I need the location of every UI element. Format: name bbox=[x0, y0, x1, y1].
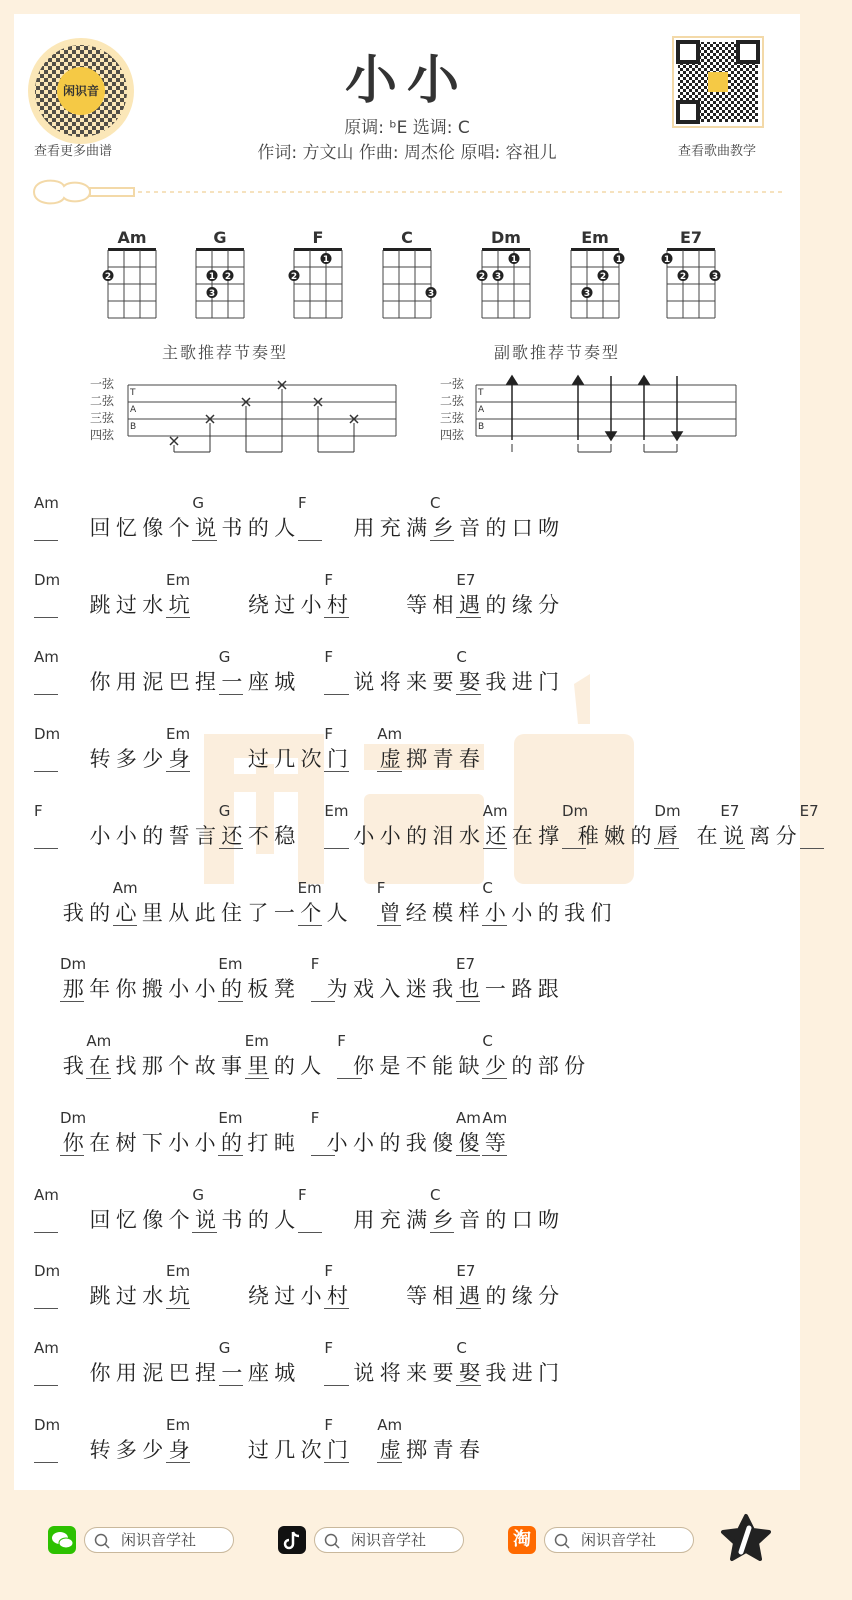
chord-label: Am bbox=[112, 879, 138, 897]
left-logo-text: 闲识音 bbox=[62, 84, 99, 98]
chord-label: Am bbox=[34, 1186, 59, 1204]
lyric-line bbox=[34, 1186, 800, 1232]
chord-label: E7 bbox=[456, 571, 476, 589]
chord-underline bbox=[324, 1462, 348, 1463]
chord-underline bbox=[219, 848, 243, 849]
chord-label: Em bbox=[166, 1416, 191, 1434]
chord-name: G bbox=[213, 228, 227, 247]
chord-label: Em bbox=[218, 1109, 243, 1127]
chord-label: Em bbox=[166, 1262, 191, 1280]
chord-underline bbox=[34, 694, 58, 695]
chord-underline bbox=[34, 540, 58, 541]
svg-text:3: 3 bbox=[494, 272, 502, 282]
svg-text:2: 2 bbox=[599, 272, 607, 282]
chord-label: F bbox=[337, 1032, 346, 1050]
string-label: 三弦 bbox=[90, 411, 115, 425]
chord-underline bbox=[34, 1385, 58, 1386]
chord-label: F bbox=[324, 1416, 334, 1434]
taobao-search-box[interactable] bbox=[544, 1527, 694, 1553]
left-caption[interactable]: 查看更多曲谱 bbox=[33, 144, 112, 159]
chord-underline bbox=[562, 848, 586, 849]
ukulele-divider-icon bbox=[30, 172, 790, 212]
lyric-line bbox=[60, 1032, 800, 1078]
chord-label: Am bbox=[482, 1109, 508, 1127]
chord-underline bbox=[456, 1155, 480, 1156]
lyric-line bbox=[34, 648, 800, 694]
lyric-text: 小 小 的 誓 言 还 不 稳 小 小 的 泪 水 还 在 撑 稚 嫩 的 唇 在 说 离 分 bbox=[89, 824, 797, 848]
chord-underline bbox=[377, 925, 401, 926]
chord-label: G bbox=[218, 648, 231, 666]
taobao-search-label: 闲识音学社 bbox=[581, 1531, 657, 1549]
chord-diagram-em bbox=[565, 244, 625, 324]
chord-label: C bbox=[482, 1032, 493, 1050]
chord-underline bbox=[34, 1232, 58, 1233]
string-label: 四弦 bbox=[90, 428, 115, 442]
chord-underline bbox=[377, 771, 401, 772]
chord-underline bbox=[192, 540, 216, 541]
chord-underline bbox=[219, 694, 243, 695]
chord-underline bbox=[86, 1078, 110, 1079]
svg-text:2: 2 bbox=[478, 272, 486, 282]
chord-label: Dm bbox=[562, 802, 589, 820]
chord-diagram-f bbox=[288, 244, 348, 324]
wechat-search-box[interactable] bbox=[84, 1527, 234, 1553]
chord-label: C bbox=[430, 1186, 441, 1204]
chord-underline bbox=[166, 1308, 190, 1309]
song-sheet bbox=[14, 14, 819, 1490]
lyric-text: 回 忆 像 个 说 书 的 人 用 充 满 乡 音 的 口 吻 bbox=[89, 1208, 560, 1232]
search-icon bbox=[93, 1532, 111, 1550]
chord-label: Em bbox=[166, 571, 191, 589]
tab-letter: A bbox=[478, 405, 485, 415]
douyin-search-label: 闲识音学社 bbox=[351, 1531, 427, 1549]
chord-diagram-g bbox=[190, 244, 250, 324]
chord-label: Em bbox=[166, 725, 191, 743]
chord-name: F bbox=[312, 228, 324, 247]
svg-text:3: 3 bbox=[711, 272, 719, 282]
chord-underline bbox=[324, 617, 348, 618]
lyric-line bbox=[60, 1109, 800, 1155]
lyric-text: 我 在 找 那 个 故 事 里 的 人 你 是 不 能 缺 少 的 部 份 bbox=[62, 1054, 586, 1078]
chord-underline bbox=[483, 848, 507, 849]
chord-label: G bbox=[192, 1186, 205, 1204]
lyric-line bbox=[34, 802, 819, 848]
chord-underline bbox=[456, 694, 480, 695]
taobao-icon-text: 淘 bbox=[513, 1529, 531, 1550]
svg-text:2: 2 bbox=[679, 272, 687, 282]
lyric-line bbox=[34, 725, 800, 771]
wechat-search-label: 闲识音学社 bbox=[121, 1531, 197, 1549]
taobao-icon[interactable] bbox=[508, 1526, 536, 1554]
chord-underline bbox=[166, 617, 190, 618]
chord-underline bbox=[482, 1155, 506, 1156]
lyric-line bbox=[34, 571, 800, 617]
chord-label: Em bbox=[218, 955, 243, 973]
chord-label: F bbox=[324, 571, 334, 589]
douyin-icon[interactable] bbox=[278, 1526, 306, 1554]
credits-info: 作词: 方文山 作曲: 周杰伦 原唱: 容祖儿 bbox=[257, 143, 557, 163]
string-label: 二弦 bbox=[440, 394, 465, 408]
chord-name: Em bbox=[581, 228, 609, 247]
chorus-rhythm-title: 副歌推荐节奏型 bbox=[494, 343, 621, 362]
chord-label: F bbox=[298, 1186, 307, 1204]
chord-label: E7 bbox=[799, 802, 819, 820]
chord-name: E7 bbox=[679, 228, 703, 247]
svg-text:1: 1 bbox=[510, 255, 518, 265]
chord-label: Dm bbox=[34, 1416, 61, 1434]
chord-label: Em bbox=[297, 879, 322, 897]
chord-underline bbox=[482, 925, 506, 926]
chord-underline bbox=[60, 1001, 84, 1002]
chord-label: Dm bbox=[654, 802, 681, 820]
chord-underline bbox=[166, 771, 190, 772]
chord-underline bbox=[60, 1155, 84, 1156]
chord-underline bbox=[324, 694, 348, 695]
lyric-line bbox=[60, 879, 800, 925]
tab-letter: A bbox=[130, 405, 137, 415]
watermark-logo-icon bbox=[194, 674, 654, 894]
chord-label: F bbox=[310, 1109, 320, 1127]
chord-name: Am bbox=[117, 228, 147, 247]
chord-label: Am bbox=[377, 725, 403, 743]
chord-label: E7 bbox=[456, 1262, 476, 1280]
chord-underline bbox=[337, 1078, 361, 1079]
chord-underline bbox=[456, 1308, 480, 1309]
chord-label: C bbox=[430, 494, 441, 512]
chord-label: Dm bbox=[60, 1109, 87, 1127]
chord-underline bbox=[192, 1232, 216, 1233]
verse-tab-staff bbox=[126, 376, 400, 466]
chord-label: F bbox=[34, 802, 43, 820]
chord-diagram-dm bbox=[476, 244, 536, 324]
brand-badge-icon[interactable] bbox=[718, 1512, 774, 1568]
string-label: 三弦 bbox=[440, 411, 465, 425]
lyric-line bbox=[34, 1339, 800, 1385]
chord-underline bbox=[324, 848, 348, 849]
search-icon bbox=[323, 1532, 341, 1550]
chord-underline bbox=[298, 925, 322, 926]
chord-underline bbox=[456, 617, 480, 618]
chord-label: Dm bbox=[34, 1262, 61, 1280]
chord-label: Dm bbox=[60, 955, 87, 973]
chord-label: Dm bbox=[34, 571, 61, 589]
string-label: 二弦 bbox=[90, 394, 115, 408]
chord-label: G bbox=[192, 494, 205, 512]
chord-label: E7 bbox=[456, 955, 476, 973]
tab-letter: B bbox=[478, 422, 485, 432]
lyric-line bbox=[60, 955, 800, 1001]
chord-underline bbox=[324, 1385, 348, 1386]
chord-underline bbox=[298, 540, 322, 541]
chord-underline bbox=[430, 540, 454, 541]
string-label: 一弦 bbox=[440, 377, 465, 391]
chord-diagram-c bbox=[377, 244, 437, 324]
chorus-rhythm-pattern bbox=[440, 376, 740, 466]
lyric-line bbox=[34, 1416, 800, 1462]
svg-text:3: 3 bbox=[583, 289, 591, 299]
svg-text:2: 2 bbox=[290, 272, 298, 282]
chord-underline bbox=[324, 1308, 348, 1309]
string-label: 四弦 bbox=[440, 428, 465, 442]
chord-underline bbox=[245, 1078, 269, 1079]
svg-text:2: 2 bbox=[104, 272, 112, 282]
chord-label: Am bbox=[34, 1339, 59, 1357]
chord-underline bbox=[324, 771, 348, 772]
chord-label: C bbox=[456, 1339, 467, 1357]
chord-label: Em bbox=[244, 1032, 269, 1050]
chord-label: F bbox=[324, 1262, 334, 1280]
chord-label: F bbox=[324, 725, 334, 743]
tab-letter: B bbox=[130, 422, 137, 432]
lyric-text: 你 用 泥 巴 捏 一 座 城 说 将 来 要 娶 我 进 门 bbox=[89, 670, 560, 694]
chorus-tab-staff bbox=[474, 376, 740, 466]
chord-label: G bbox=[218, 802, 231, 820]
chord-label: Am bbox=[34, 494, 59, 512]
lyric-text: 跳 过 水 坑 绕 过 小 村 等 相 遇 的 缘 分 bbox=[89, 1284, 560, 1308]
chord-underline bbox=[654, 848, 678, 849]
svg-text:1: 1 bbox=[208, 272, 216, 282]
chord-underline bbox=[800, 848, 824, 849]
chord-label: Dm bbox=[34, 725, 61, 743]
chord-underline bbox=[34, 771, 58, 772]
chord-underline bbox=[311, 1001, 335, 1002]
svg-text:1: 1 bbox=[663, 255, 671, 265]
lyric-text: 我 的 心 里 从 此 住 了 一 个 人 曾 经 模 样 小 小 的 我 们 bbox=[62, 901, 612, 925]
chord-label: C bbox=[482, 879, 493, 897]
chord-underline bbox=[311, 1155, 335, 1156]
lyric-text: 跳 过 水 坑 绕 过 小 村 等 相 遇 的 缘 分 bbox=[89, 593, 560, 617]
chord-diagram-am bbox=[102, 244, 162, 324]
string-label: 一弦 bbox=[90, 377, 115, 391]
chord-label: Am bbox=[377, 1416, 403, 1434]
lyric-line bbox=[34, 1262, 800, 1308]
chord-label: F bbox=[310, 955, 320, 973]
svg-text:2: 2 bbox=[224, 272, 232, 282]
chord-label: F bbox=[324, 648, 334, 666]
chord-label: Am bbox=[456, 1109, 481, 1127]
lyric-text: 转 多 少 身 过 几 次 门 虚 掷 青 春 bbox=[89, 1438, 480, 1462]
chord-underline bbox=[218, 1155, 242, 1156]
lyric-text: 你 用 泥 巴 捏 一 座 城 说 将 来 要 娶 我 进 门 bbox=[89, 1361, 560, 1385]
wechat-icon[interactable] bbox=[48, 1526, 76, 1554]
chord-underline bbox=[218, 1001, 242, 1002]
chord-underline bbox=[34, 848, 58, 849]
verse-rhythm-title: 主歌推荐节奏型 bbox=[162, 343, 289, 362]
chord-underline bbox=[377, 1462, 401, 1463]
chord-name: C bbox=[401, 228, 413, 247]
verse-rhythm-pattern bbox=[90, 376, 400, 466]
douyin-search-box[interactable] bbox=[314, 1527, 464, 1553]
lyric-text: 回 忆 像 个 说 书 的 人 用 充 满 乡 音 的 口 吻 bbox=[89, 516, 560, 540]
chord-underline bbox=[482, 1078, 506, 1079]
chord-diagram-e7 bbox=[661, 244, 721, 324]
chord-underline bbox=[34, 617, 58, 618]
chord-name: Dm bbox=[491, 228, 521, 247]
lyric-text: 那 年 你 搬 小 小 的 板 凳 为 戏 入 迷 我 也 一 路 跟 bbox=[62, 977, 559, 1001]
chord-underline bbox=[219, 1385, 243, 1386]
svg-text:1: 1 bbox=[322, 255, 330, 265]
chord-underline bbox=[430, 1232, 454, 1233]
chord-label: F bbox=[376, 879, 386, 897]
key-info: 原调: ᵇE 选调: C bbox=[344, 118, 470, 138]
chord-label: F bbox=[324, 1339, 334, 1357]
chord-label: C bbox=[456, 648, 467, 666]
right-caption[interactable]: 查看歌曲教学 bbox=[677, 144, 756, 159]
lyric-line bbox=[34, 494, 800, 540]
chord-underline bbox=[166, 1462, 190, 1463]
chord-label: G bbox=[218, 1339, 231, 1357]
chord-underline bbox=[34, 1462, 58, 1463]
tab-letter: T bbox=[478, 388, 484, 398]
song-title: 小小 bbox=[344, 51, 469, 111]
svg-text:1: 1 bbox=[615, 255, 623, 265]
svg-text:3: 3 bbox=[208, 289, 216, 299]
chord-underline bbox=[34, 1308, 58, 1309]
chord-underline bbox=[298, 1232, 322, 1233]
chord-underline bbox=[456, 1385, 480, 1386]
chord-label: E7 bbox=[720, 802, 740, 820]
chord-underline bbox=[456, 1001, 480, 1002]
lyric-text: 你 在 树 下 小 小 的 打 盹 小 小 的 我 傻 傻 等 bbox=[62, 1131, 506, 1155]
chord-underline bbox=[113, 925, 137, 926]
footer bbox=[0, 1490, 814, 1600]
chord-label: F bbox=[298, 494, 307, 512]
chord-label: Am bbox=[86, 1032, 112, 1050]
svg-text:3: 3 bbox=[427, 289, 435, 299]
chord-underline bbox=[720, 848, 744, 849]
chord-label: Am bbox=[34, 648, 59, 666]
lyric-text: 转 多 少 身 过 几 次 门 虚 掷 青 春 bbox=[89, 747, 480, 771]
search-icon bbox=[553, 1532, 571, 1550]
chord-label: Am bbox=[482, 802, 508, 820]
chord-label: Em bbox=[324, 802, 349, 820]
tab-letter: T bbox=[130, 388, 136, 398]
